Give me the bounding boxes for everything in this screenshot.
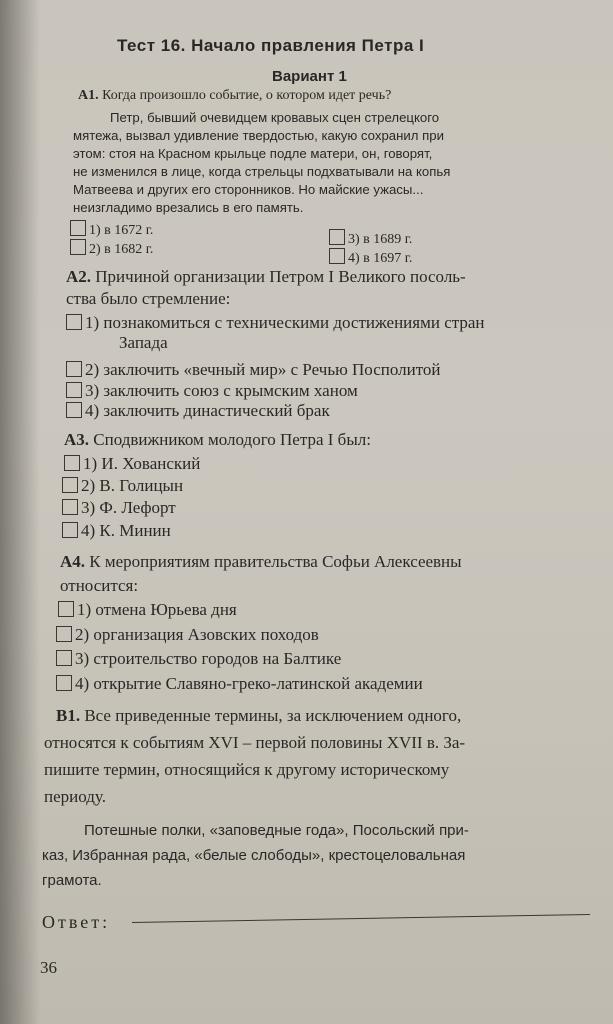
question-a4 — [60, 552, 462, 572]
variant-label: Вариант 1 — [272, 68, 347, 85]
answer-option[interactable]: 4) заключить династический брак — [66, 401, 330, 421]
question-text: К мероприятиям правительства Софьи Алексеевны — [89, 552, 462, 571]
page-number: 36 — [40, 958, 57, 977]
question-number: А1. — [78, 88, 99, 103]
answer-option[interactable]: 1) отмена Юрьева дня — [58, 600, 237, 620]
checkbox[interactable] — [66, 382, 82, 398]
question-text-continued: пишите термин, относящийся к другому историческому — [44, 760, 450, 779]
checkbox[interactable] — [329, 248, 345, 264]
answer-option[interactable]: 2) В. Голицын — [62, 476, 183, 496]
answer-option[interactable]: 2) организация Азовских походов — [56, 625, 319, 645]
checkbox[interactable] — [66, 361, 82, 377]
checkbox[interactable] — [64, 455, 80, 471]
answer-option[interactable]: 3) заключить союз с крымским ханом — [66, 381, 358, 401]
answer-option[interactable]: 3) строительство городов на Балтике — [56, 649, 341, 669]
answer-option[interactable]: 4) К. Минин — [62, 521, 171, 541]
question-text-continued: ства было стремление: — [66, 289, 231, 308]
question-a3 — [64, 430, 371, 450]
checkbox[interactable] — [56, 650, 72, 666]
question-text: Все приведенные термины, за исключением одного, — [84, 706, 462, 725]
question-text-continued: периоду. — [44, 787, 106, 806]
question-number: А4. — [60, 552, 86, 571]
terms-line: Потешные полки, «заповедные года», Посольский при- — [84, 822, 469, 839]
question-text-continued: относятся к событиям XVI – первой половины XVII в. За- — [44, 733, 466, 752]
answer-line[interactable] — [132, 914, 590, 923]
question-b1 — [56, 706, 461, 726]
question-text: Причиной организации Петром I Великого посоль- — [95, 267, 466, 286]
checkbox[interactable] — [58, 601, 74, 617]
passage-line: мятежа, вызвал удивление твердостью, какую сохранил при — [73, 128, 444, 143]
checkbox[interactable] — [329, 229, 345, 245]
answer-option[interactable]: 3) в 1689 г. — [329, 229, 412, 248]
passage-line: Матвеева и других его сторонников. Но майские ужасы... — [73, 182, 424, 197]
passage-line: Петр, бывший очевидцем кровавых сцен стрелецкого — [110, 110, 440, 125]
question-text: Когда произошло событие, о котором идет речь? — [102, 88, 392, 103]
answer-label: Ответ: — [42, 912, 111, 932]
question-number: А2. — [66, 267, 92, 286]
question-a2 — [66, 267, 466, 287]
passage-line: не изменился в лице, когда стрельцы подхватывали на копья — [73, 164, 451, 179]
checkbox[interactable] — [62, 499, 78, 515]
answer-option[interactable]: 1) познакомиться с техническими достижениями стран — [66, 313, 485, 333]
answer-option-continued: Запада — [119, 333, 168, 352]
test-title: Тест 16. Начало правления Петра I — [117, 36, 425, 55]
terms-line: каз, Избранная рада, «белые слободы», крестоцеловальная — [42, 847, 466, 864]
question-number: А3. — [64, 430, 90, 449]
passage-line: этом: стоя на Красном крыльце подле матери, он, говорят, — [73, 146, 433, 161]
question-number: В1. — [56, 706, 81, 725]
checkbox[interactable] — [66, 402, 82, 418]
checkbox[interactable] — [66, 314, 82, 330]
checkbox[interactable] — [56, 626, 72, 642]
answer-option[interactable]: 2) заключить «вечный мир» с Речью Посполитой — [66, 360, 441, 380]
answer-option[interactable]: 4) в 1697 г. — [329, 248, 412, 267]
question-text-continued: относится: — [60, 576, 139, 595]
answer-option[interactable]: 3) Ф. Лефорт — [62, 498, 176, 518]
checkbox[interactable] — [70, 220, 86, 236]
question-a1 — [78, 88, 391, 104]
checkbox[interactable] — [70, 239, 86, 255]
answer-option[interactable]: 4) открытие Славяно-греко-латинской академии — [56, 674, 423, 694]
answer-option[interactable]: 1) И. Хованский — [64, 454, 200, 474]
question-text: Сподвижником молодого Петра I был: — [93, 430, 371, 449]
terms-line: грамота. — [42, 872, 102, 889]
passage-line: неизгладимо врезались в его память. — [73, 200, 304, 215]
answer-option[interactable]: 2) в 1682 г. — [70, 239, 153, 258]
checkbox[interactable] — [56, 675, 72, 691]
checkbox[interactable] — [62, 522, 78, 538]
answer-option[interactable]: 1) в 1672 г. — [70, 220, 153, 239]
checkbox[interactable] — [62, 477, 78, 493]
